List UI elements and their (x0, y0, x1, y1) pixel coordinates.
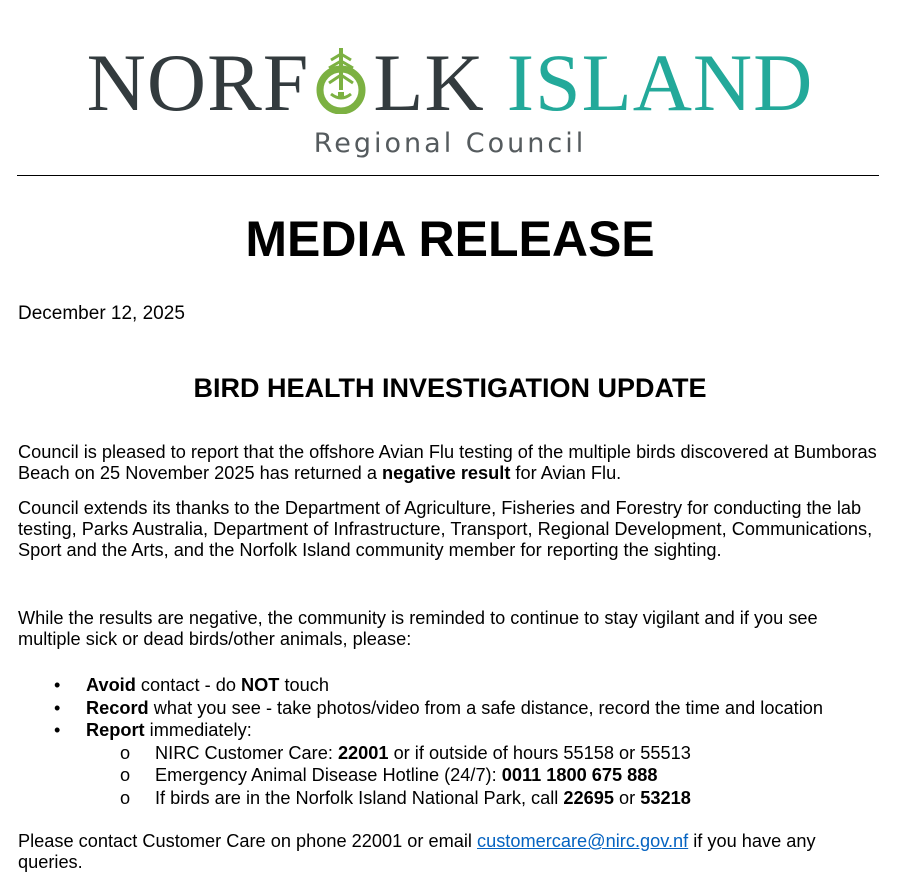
sub-item-hotline (18, 764, 883, 787)
p4-text-before: Please contact Customer Care on phone 22001 or email (18, 831, 477, 851)
customer-care-email-link[interactable]: customercare@nirc.gov.nf (477, 831, 689, 851)
logo-text-lk: LK (373, 37, 485, 128)
logo-text-norf: NORF (86, 37, 310, 128)
sub-bold-number: 0011 1800 675 888 (501, 765, 658, 785)
header-divider (17, 175, 879, 176)
sub-text: or if outside of hours 55158 or 55513 (388, 742, 691, 763)
sub-bold-number: 22695 (563, 787, 614, 808)
bullet-text: immediately: (144, 720, 252, 740)
bullet-bold: Avoid (86, 675, 136, 695)
p1-text-after: for Avian Flu. (510, 463, 622, 483)
list-item-record (18, 697, 883, 720)
sub-bold-number: 22001 (337, 742, 389, 763)
bullet-text: what you see - take photos/video from a safe distance, record the time and location (148, 697, 823, 718)
bullet-text: contact - do (135, 675, 241, 695)
bullet-bold: Record (86, 697, 149, 718)
sub-bullet-glyph: o (120, 787, 131, 808)
norfolk-island-logo (0, 0, 900, 170)
document-title: MEDIA RELEASE (245, 211, 655, 267)
pine-tree-icon (309, 44, 373, 114)
paragraph-thanks: Council extends its thanks to the Department of Agriculture, Fisheries and Forestry for conducting the lab testing, Parks Australia, Department of Infrastructure, Transport, Regional Development, Communications, Sport and the Arts, and the Norfolk Island community member for reporting the sighting. (18, 498, 873, 560)
sub-bullet-glyph: o (120, 742, 131, 763)
instructions-list (18, 674, 883, 809)
sub-text: or (613, 787, 641, 808)
release-date: December 12, 2025 (18, 303, 185, 324)
logo-wordmark (0, 38, 900, 128)
list-item-report (18, 719, 883, 742)
sub-text: If birds are in the Norfolk Island National Park, call (155, 787, 564, 808)
sub-item-customer-care (18, 742, 883, 765)
bullet-glyph: • (54, 675, 61, 695)
bullet-glyph: • (54, 720, 61, 740)
paragraph-test-result (18, 442, 883, 484)
paragraph-contact (18, 831, 883, 873)
logo-text-island: ISLAND (506, 37, 814, 128)
p4-text-after: if you have any queries. (18, 831, 816, 872)
bullet-text: touch (279, 675, 329, 695)
logo-subtitle: Regional Council (313, 128, 587, 159)
bullet-bold-not: NOT (241, 675, 280, 695)
release-headline: BIRD HEALTH INVESTIGATION UPDATE (193, 373, 707, 403)
sub-item-national-park (18, 787, 883, 810)
p1-text-before: Council is pleased to report that the offshore Avian Flu testing of the multiple birds discovered at Bumboras Beach on 25 November 2025 has returned a (18, 442, 877, 483)
p1-bold-result: negative result (382, 463, 511, 483)
list-item-avoid (18, 674, 883, 697)
bullet-glyph: • (54, 697, 61, 718)
bullet-bold: Report (86, 720, 145, 740)
sub-bullet-glyph: o (120, 765, 131, 785)
sub-text: NIRC Customer Care: (155, 742, 338, 763)
paragraph-vigilance: While the results are negative, the community is reminded to continue to stay vigilant and if you see multiple sick or dead birds/other animals, please: (18, 608, 818, 649)
sub-bold-number: 53218 (640, 787, 691, 808)
sub-text: Emergency Animal Disease Hotline (24/7): (155, 765, 502, 785)
